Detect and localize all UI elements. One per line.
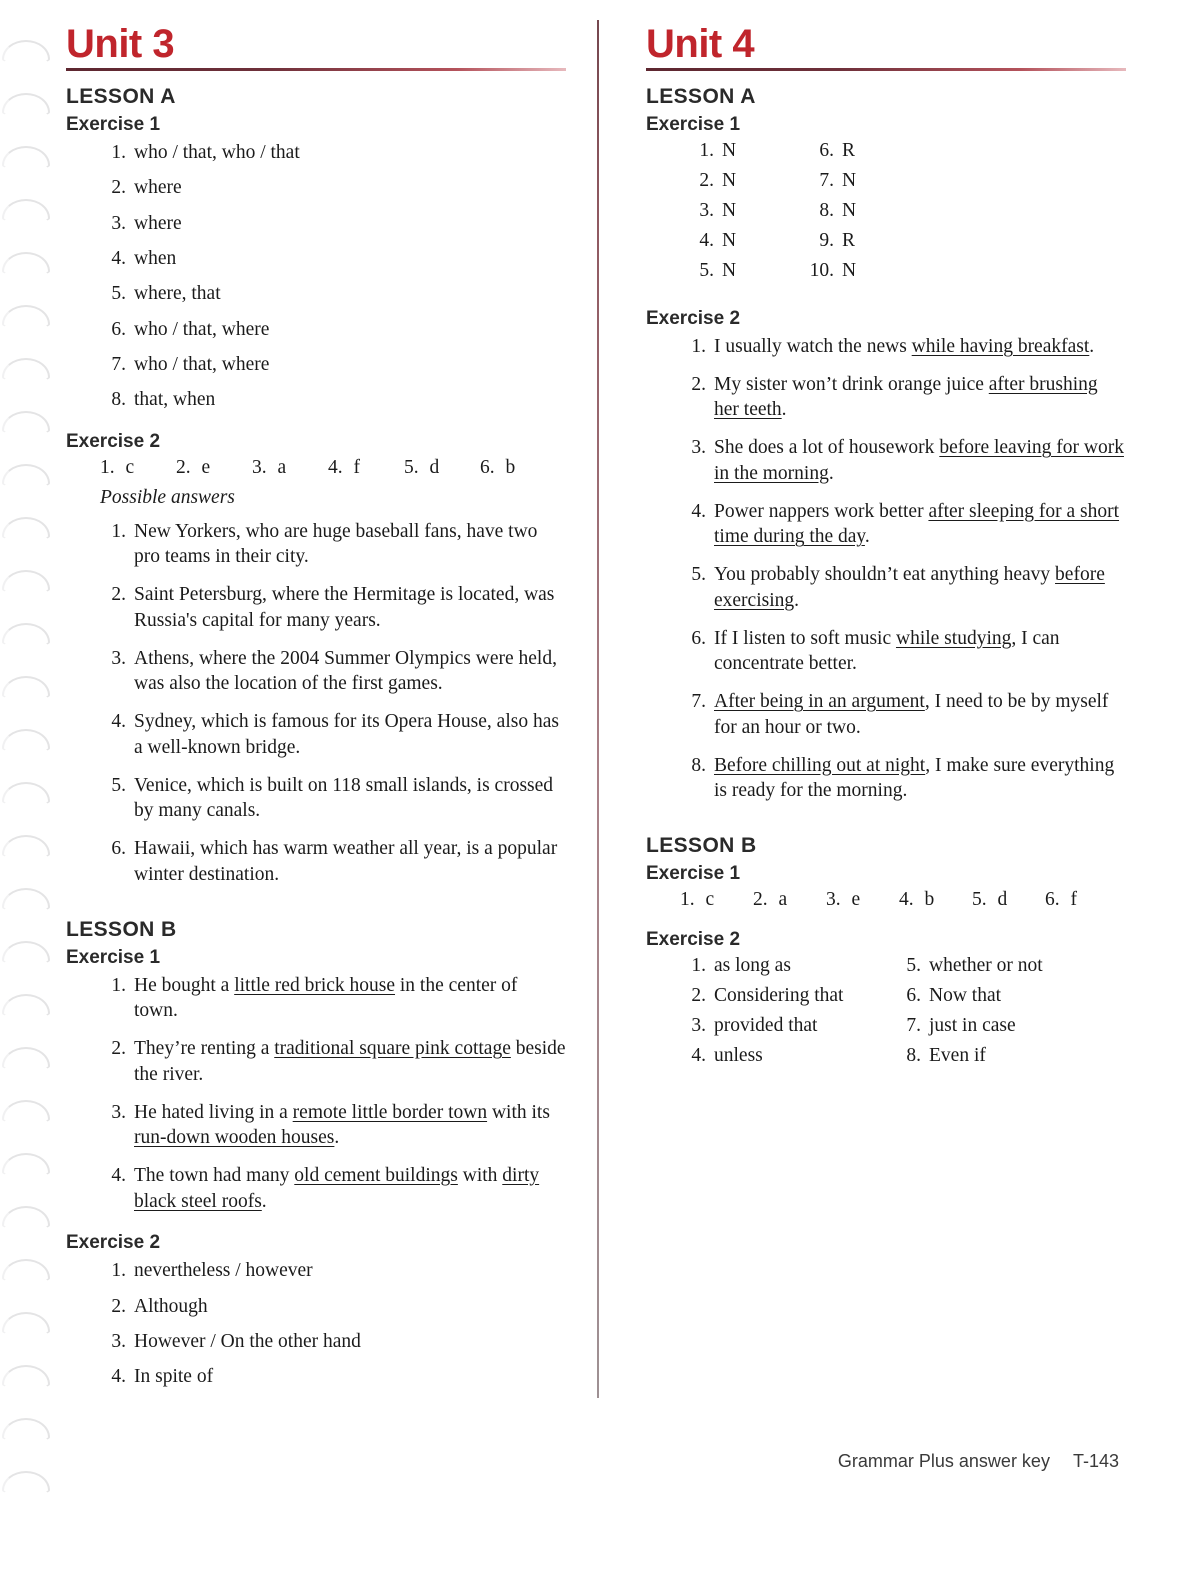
answer-text: He hated living in a remote little border town with its run-down wooden houses. xyxy=(134,1101,550,1149)
answer-number: 2. xyxy=(111,177,126,199)
answer-number: 4. xyxy=(111,711,126,733)
answer-number: 2. xyxy=(753,889,773,911)
answer-text: nevertheless / however xyxy=(134,1260,313,1282)
answer-grid-column-1 xyxy=(680,955,895,1075)
answer-item xyxy=(646,435,1126,486)
answer-item xyxy=(646,334,1126,360)
answer-inline-b1-right xyxy=(646,889,1126,911)
answer-text: Venice, which is built on 118 small islands, is crossed by many canals. xyxy=(134,774,554,822)
unit-title-left: Unit 3 xyxy=(66,22,175,66)
answer-text: where xyxy=(134,177,182,199)
underlined-answer: remote little border town xyxy=(292,1101,488,1123)
answer-item xyxy=(646,372,1126,423)
answer-text: You probably shouldn’t eat anything heavy before exercising. xyxy=(714,564,1105,611)
exercise-heading-b1-left: Exercise 1 xyxy=(66,946,161,968)
answer-text: New Yorkers, who are huge baseball fans, have two pro teams in their city. xyxy=(134,520,538,568)
answer-item xyxy=(66,352,566,377)
answer-text: who / that, who / that xyxy=(134,142,300,163)
answer-text: She does a lot of housework before leaving for work in the morning. xyxy=(714,437,1124,484)
answer-number: 1. xyxy=(691,955,706,977)
underlined-answer: old cement buildings xyxy=(294,1164,458,1186)
answer-number: 5. xyxy=(111,774,126,796)
answer-text: unless xyxy=(714,1045,763,1067)
answer-text: c xyxy=(125,456,135,478)
answer-number: 3. xyxy=(252,456,272,478)
answer-number: 5. xyxy=(972,889,992,911)
answer-list-a2-right xyxy=(646,334,1126,804)
answer-item xyxy=(895,985,1043,1007)
answer-text: who / that, where xyxy=(134,318,270,340)
answer-number: 4. xyxy=(691,500,706,522)
answer-text: that, when xyxy=(134,389,216,411)
answer-item xyxy=(680,230,800,252)
answer-item xyxy=(826,889,899,911)
answer-item xyxy=(66,1294,566,1319)
answer-item xyxy=(66,1364,566,1389)
answer-item xyxy=(66,773,566,824)
answer-number: 2. xyxy=(691,373,706,395)
underlined-answer: after sleeping for a short time during the day xyxy=(714,500,1120,548)
answer-text: N xyxy=(722,140,737,161)
answer-item xyxy=(66,211,566,236)
answer-item xyxy=(100,457,176,479)
answer-number: 3. xyxy=(826,889,846,911)
answer-item xyxy=(66,836,566,887)
answer-item xyxy=(66,709,566,760)
answer-item xyxy=(680,170,800,192)
exercise-heading-a2-left: Exercise 2 xyxy=(66,430,161,452)
answer-item xyxy=(646,626,1126,677)
answer-item xyxy=(66,1100,566,1151)
answer-item xyxy=(176,457,252,479)
column-left xyxy=(66,24,566,1400)
answer-text: c xyxy=(705,889,715,911)
answer-text: Now that xyxy=(929,985,1002,1007)
answer-text: N xyxy=(842,170,857,191)
answer-item xyxy=(66,387,566,412)
answer-item xyxy=(66,1329,566,1354)
answer-number: 4. xyxy=(691,1045,706,1067)
answer-text: N xyxy=(722,260,737,281)
answer-number: 6. xyxy=(819,140,834,161)
answer-text: My sister won’t drink orange juice after brushing her teeth. xyxy=(714,373,1098,421)
answer-number: 1. xyxy=(111,974,126,996)
answer-number: 3. xyxy=(111,212,126,234)
answer-item xyxy=(800,260,856,282)
answer-number: 4. xyxy=(328,456,348,478)
column-right xyxy=(646,24,1126,1075)
answer-text: Before chilling out at night, I make sure everything is ready for the morning. xyxy=(714,754,1115,802)
answer-item xyxy=(646,753,1126,804)
answer-item xyxy=(66,140,566,165)
answer-item xyxy=(404,457,480,479)
answer-grid-a1-right xyxy=(646,140,1126,290)
answer-text: N xyxy=(722,200,737,221)
answer-text: Considering that xyxy=(714,985,844,1007)
answer-item xyxy=(66,317,566,342)
answer-number: 2. xyxy=(111,1295,126,1317)
underlined-answer: After being in an argument xyxy=(714,691,925,713)
answer-item xyxy=(899,889,972,911)
answer-item xyxy=(972,889,1045,911)
answer-number: 4. xyxy=(111,1366,126,1388)
answer-number: 1. xyxy=(100,456,120,478)
underlined-answer: while having breakfast xyxy=(911,336,1090,357)
lesson-heading-b-left: LESSON B xyxy=(66,917,177,941)
answer-number: 7. xyxy=(111,354,126,376)
answer-text: N xyxy=(722,170,737,191)
answer-text: They’re renting a traditional square pink cottage beside the river. xyxy=(134,1038,566,1085)
answer-text: a xyxy=(778,889,788,911)
answer-item xyxy=(646,562,1126,613)
exercise-heading-a1-left: Exercise 1 xyxy=(66,114,161,135)
answer-item xyxy=(252,457,328,479)
answer-item xyxy=(328,457,404,479)
underlined-answer: before exercising xyxy=(714,564,1105,611)
answer-item xyxy=(680,955,895,977)
answer-list-b2-left xyxy=(66,1258,566,1389)
answer-number: 1. xyxy=(680,889,700,911)
answer-grid-column-2 xyxy=(800,140,856,290)
exercise-heading-a2-right: Exercise 2 xyxy=(646,308,741,329)
answer-inline-a2-left xyxy=(66,457,566,479)
answer-item xyxy=(800,170,856,192)
answer-item xyxy=(646,499,1126,550)
answer-text: In spite of xyxy=(134,1366,214,1388)
answer-text: where, that xyxy=(134,283,221,305)
answer-text: e xyxy=(851,889,861,911)
answer-item xyxy=(646,689,1126,740)
answer-number: 1. xyxy=(699,140,714,161)
answer-text: b xyxy=(505,456,516,478)
answer-number: 8. xyxy=(819,200,834,221)
answer-number: 2. xyxy=(176,456,196,478)
page-footer xyxy=(838,1451,1119,1472)
answer-text: Although xyxy=(134,1295,208,1317)
exercise-heading-b1-right: Exercise 1 xyxy=(646,863,741,885)
answer-item xyxy=(680,1015,895,1037)
unit-title-rule-right xyxy=(646,68,1126,71)
answer-number: 4. xyxy=(111,248,126,270)
underlined-answer: while studying xyxy=(895,627,1012,649)
answer-list-a1-left xyxy=(66,140,566,413)
answer-number: 5. xyxy=(111,283,126,305)
answer-number: 1. xyxy=(691,336,706,357)
answer-number: 5. xyxy=(699,260,714,281)
answer-grid-column-1 xyxy=(680,140,800,290)
lesson-heading-a-left: LESSON A xyxy=(66,85,176,108)
answer-number: 4. xyxy=(699,230,714,251)
answer-text: provided that xyxy=(714,1015,818,1037)
answer-number: 2. xyxy=(111,1038,126,1060)
answer-text: e xyxy=(201,456,211,478)
footer-label: Grammar Plus answer key xyxy=(837,1451,1050,1471)
answer-text: d xyxy=(429,456,440,478)
underlined-answer: dirty black steel roofs xyxy=(134,1164,540,1212)
answer-text: f xyxy=(353,456,360,478)
answer-item xyxy=(680,1045,895,1067)
answer-item xyxy=(66,1163,566,1214)
exercise-heading-b2-right: Exercise 2 xyxy=(646,929,741,951)
answer-number: 6. xyxy=(111,318,126,340)
answer-number: 5. xyxy=(906,955,921,977)
answer-text: He bought a little red brick house in the center of town. xyxy=(134,974,518,1022)
exercise-heading-a1-right: Exercise 1 xyxy=(646,114,741,135)
answer-number: 4. xyxy=(111,1164,126,1186)
answer-number: 6. xyxy=(906,985,921,1007)
answer-item xyxy=(800,200,856,222)
footer-page-number: T-143 xyxy=(1072,1451,1119,1471)
answer-number: 1. xyxy=(111,1260,126,1282)
underlined-answer: run-down wooden houses xyxy=(134,1127,335,1149)
answer-item xyxy=(680,140,800,162)
unit-title-rule-left xyxy=(66,68,566,71)
answer-number: 6. xyxy=(1045,889,1065,911)
answer-number: 4. xyxy=(899,889,919,911)
answer-text: The town had many old cement buildings with dirty black steel roofs. xyxy=(134,1164,540,1212)
answer-number: 3. xyxy=(691,1015,706,1037)
answer-text: If I listen to soft music while studying, I can concentrate better. xyxy=(714,627,1060,675)
answer-number: 8. xyxy=(906,1045,921,1067)
answer-item xyxy=(680,260,800,282)
underlined-answer: before leaving for work in the morning xyxy=(714,437,1124,484)
answer-number: 3. xyxy=(111,647,126,669)
answer-text: where xyxy=(134,212,182,234)
answer-number: 2. xyxy=(111,584,126,606)
answer-number: 3. xyxy=(691,437,706,459)
answer-number: 3. xyxy=(111,1331,126,1353)
answer-number: 7. xyxy=(691,691,706,713)
answer-number: 8. xyxy=(691,754,706,776)
answer-item xyxy=(895,955,1043,977)
answer-text: a xyxy=(277,456,287,478)
underlined-answer: after brushing her teeth xyxy=(714,373,1098,421)
answer-text: Saint Petersburg, where the Hermitage is located, was Russia's capital for many years. xyxy=(134,584,555,631)
answer-item xyxy=(480,457,556,479)
answer-text: d xyxy=(997,889,1008,911)
answer-grid-column-2 xyxy=(895,955,1043,1075)
answer-item xyxy=(66,246,566,271)
answer-text: I usually watch the news while having breakfast. xyxy=(714,336,1095,357)
answer-number: 3. xyxy=(699,200,714,221)
answer-item xyxy=(66,519,566,570)
answer-item xyxy=(1045,889,1118,911)
possible-answers-label: Possible answers xyxy=(100,486,235,508)
answer-list-a2-left xyxy=(66,519,566,888)
answer-text: However / On the other hand xyxy=(134,1331,361,1353)
answer-text: Sydney, which is famous for its Opera House, also has a well-known bridge. xyxy=(134,711,559,758)
answer-number: 5. xyxy=(691,564,706,586)
answer-number: 3. xyxy=(111,1101,126,1123)
answer-text: as long as xyxy=(714,955,791,977)
lesson-heading-a-right: LESSON A xyxy=(646,85,756,108)
answer-text: R xyxy=(842,140,856,161)
answer-text: f xyxy=(1070,889,1077,911)
answer-item xyxy=(895,1045,1043,1067)
answer-text: whether or not xyxy=(929,955,1043,977)
answer-text: when xyxy=(134,248,177,270)
answer-item xyxy=(66,973,566,1024)
answer-number: 6. xyxy=(480,456,500,478)
answer-text: Athens, where the 2004 Summer Olympics were held, was also the location of the first games. xyxy=(134,647,557,695)
answer-item xyxy=(680,200,800,222)
answer-number: 1. xyxy=(111,520,126,542)
answer-number: 7. xyxy=(819,170,834,191)
answer-item xyxy=(66,582,566,633)
answer-grid-b2-right xyxy=(646,955,1126,1075)
answer-item xyxy=(680,889,753,911)
answer-item xyxy=(753,889,826,911)
unit-title-right: Unit 4 xyxy=(646,22,755,66)
answer-item xyxy=(66,281,566,306)
answer-number: 5. xyxy=(404,456,424,478)
answer-number: 2. xyxy=(691,985,706,1007)
answer-text: Even if xyxy=(929,1045,986,1067)
lesson-heading-b-right: LESSON B xyxy=(646,834,757,858)
answer-item xyxy=(66,646,566,697)
answer-number: 9. xyxy=(819,230,834,251)
answer-item xyxy=(800,140,856,162)
answer-number: 7. xyxy=(906,1015,921,1037)
underlined-answer: traditional square pink cottage xyxy=(274,1038,511,1060)
answer-number: 1. xyxy=(111,142,126,163)
answer-text: Power nappers work better after sleeping for a short time during the day. xyxy=(714,500,1120,548)
answer-item xyxy=(66,1258,566,1283)
answer-text: After being in an argument, I need to be by myself for an hour or two. xyxy=(714,691,1109,738)
answer-item xyxy=(66,175,566,200)
answer-item xyxy=(800,230,856,252)
answer-text: who / that, where xyxy=(134,354,270,376)
answer-text: N xyxy=(722,230,737,251)
answer-item xyxy=(680,985,895,1007)
answer-number: 6. xyxy=(691,627,706,649)
answer-number: 2. xyxy=(699,170,714,191)
underlined-answer: Before chilling out at night xyxy=(714,754,926,776)
answer-list-b1-left xyxy=(66,973,566,1215)
answer-text: just in case xyxy=(929,1015,1016,1037)
answer-text: b xyxy=(924,889,935,911)
exercise-heading-b2-left: Exercise 2 xyxy=(66,1232,161,1254)
answer-text: N xyxy=(842,200,857,221)
answer-number: 6. xyxy=(111,838,126,860)
answer-text: R xyxy=(842,230,856,251)
answer-number: 8. xyxy=(111,389,126,411)
answer-item xyxy=(66,1036,566,1087)
answer-text: Hawaii, which has warm weather all year, is a popular winter destination. xyxy=(134,838,558,885)
answer-text: N xyxy=(842,260,857,281)
underlined-answer: little red brick house xyxy=(234,974,396,996)
answer-number: 10. xyxy=(809,260,834,281)
answer-item xyxy=(895,1015,1043,1037)
